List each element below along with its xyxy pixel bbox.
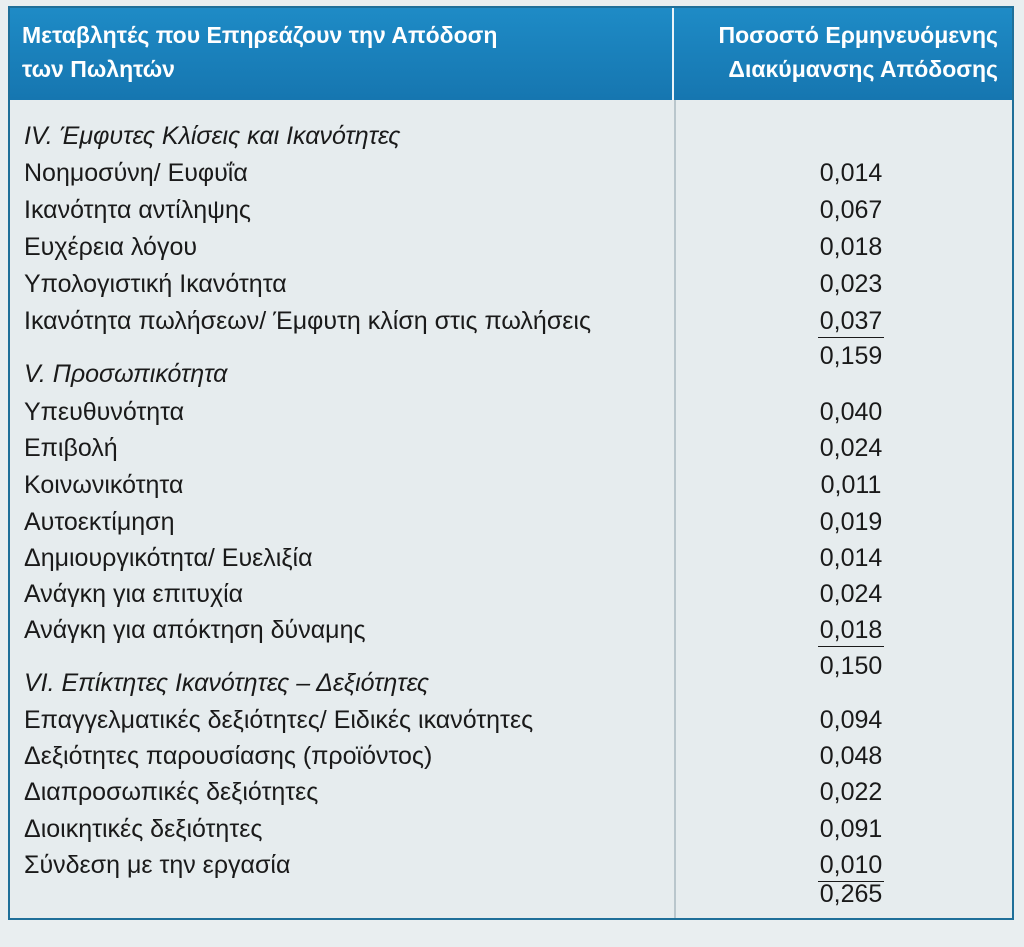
row-value: 0,014: [819, 159, 883, 187]
row-label: Υπευθυνότητα: [24, 398, 185, 426]
row-value: 0,022: [819, 778, 883, 806]
row-label: Δεξιότητες παρουσίασης (προϊόντος): [24, 742, 433, 770]
section-title: V. Προσωπικότητα: [24, 360, 228, 388]
row-label: Κοινωνικότητα: [24, 471, 184, 499]
section-title: IV. Έμφυτες Κλίσεις και Ικανότητες: [24, 122, 401, 150]
section-title: VI. Επίκτητες Ικανότητες – Δεξιότητες: [24, 669, 430, 697]
table-row: [10, 432, 1012, 468]
header-variables-line1: Μεταβλητές που Επηρεάζουν την Απόδοση: [22, 22, 498, 48]
section-total: 0,265: [819, 880, 883, 908]
table-row: [10, 231, 1012, 267]
section-total: 0,150: [819, 652, 883, 680]
table-row: [10, 194, 1012, 230]
table-row: [10, 396, 1012, 432]
row-label: Ανάγκη για επιτυχία: [24, 580, 244, 608]
table-row: [10, 305, 1012, 341]
table-row: [10, 469, 1012, 505]
row-value: 0,024: [819, 434, 883, 462]
table-row: [10, 268, 1012, 304]
table-row: [10, 542, 1012, 578]
section-total-row: [10, 878, 1012, 914]
row-value: 0,048: [819, 742, 883, 770]
row-value: 0,018: [819, 233, 883, 261]
row-label: Υπολογιστική Ικανότητα: [24, 270, 287, 298]
row-label: Επαγγελματικές δεξιότητες/ Ειδικές ικανότητες: [24, 706, 534, 734]
header-variables-column: [10, 8, 674, 100]
variance-table: [8, 6, 1014, 920]
header-variance-line1: Ποσοστό Ερμηνευόμενης: [718, 22, 998, 48]
row-label: Ανάγκη για απόκτηση δύναμης: [24, 616, 366, 644]
row-label: Ικανότητα αντίληψης: [24, 196, 251, 224]
section-row: [10, 120, 1012, 156]
row-label: Επιβολή: [24, 434, 118, 462]
section-row: [10, 667, 1012, 703]
row-value: 0,023: [819, 270, 883, 298]
section-total: 0,159: [819, 342, 883, 370]
table-header: [10, 8, 1012, 100]
row-label: Διοικητικές δεξιότητες: [24, 815, 263, 843]
row-label: Αυτοεκτίμηση: [24, 508, 175, 536]
section-row: [10, 358, 1012, 394]
table-row: [10, 776, 1012, 812]
header-variables-line2: των Πωλητών: [22, 56, 175, 82]
row-value: 0,018: [818, 616, 884, 647]
row-label: Δημιουργικότητα/ Ευελιξία: [24, 544, 313, 572]
row-value: 0,024: [819, 580, 883, 608]
row-label: Διαπροσωπικές δεξιότητες: [24, 778, 319, 806]
row-value: 0,019: [819, 508, 883, 536]
row-value: 0,010: [818, 851, 884, 882]
header-variance-column: [674, 8, 1012, 100]
header-variance-line2: Διακύμανσης Απόδοσης: [728, 56, 998, 82]
row-label: Ικανότητα πωλήσεων/ Έμφυτη κλίση στις πωλήσεις: [24, 307, 591, 335]
row-value: 0,094: [819, 706, 883, 734]
table-row: [10, 506, 1012, 542]
row-value: 0,040: [819, 398, 883, 426]
row-value: 0,037: [818, 307, 884, 338]
table-row: [10, 813, 1012, 849]
row-label: Σύνδεση με την εργασία: [24, 851, 291, 879]
row-label: Νοημοσύνη/ Ευφυΐα: [24, 159, 248, 187]
table-row: [10, 740, 1012, 776]
row-value: 0,011: [820, 471, 882, 499]
row-value: 0,091: [819, 815, 883, 843]
row-value: 0,067: [819, 196, 883, 224]
row-label: Ευχέρεια λόγου: [24, 233, 198, 261]
table-row: [10, 614, 1012, 650]
table-body: [10, 100, 1012, 918]
table-row: [10, 157, 1012, 193]
row-value: 0,014: [819, 544, 883, 572]
table-row: [10, 704, 1012, 740]
table-row: [10, 578, 1012, 614]
